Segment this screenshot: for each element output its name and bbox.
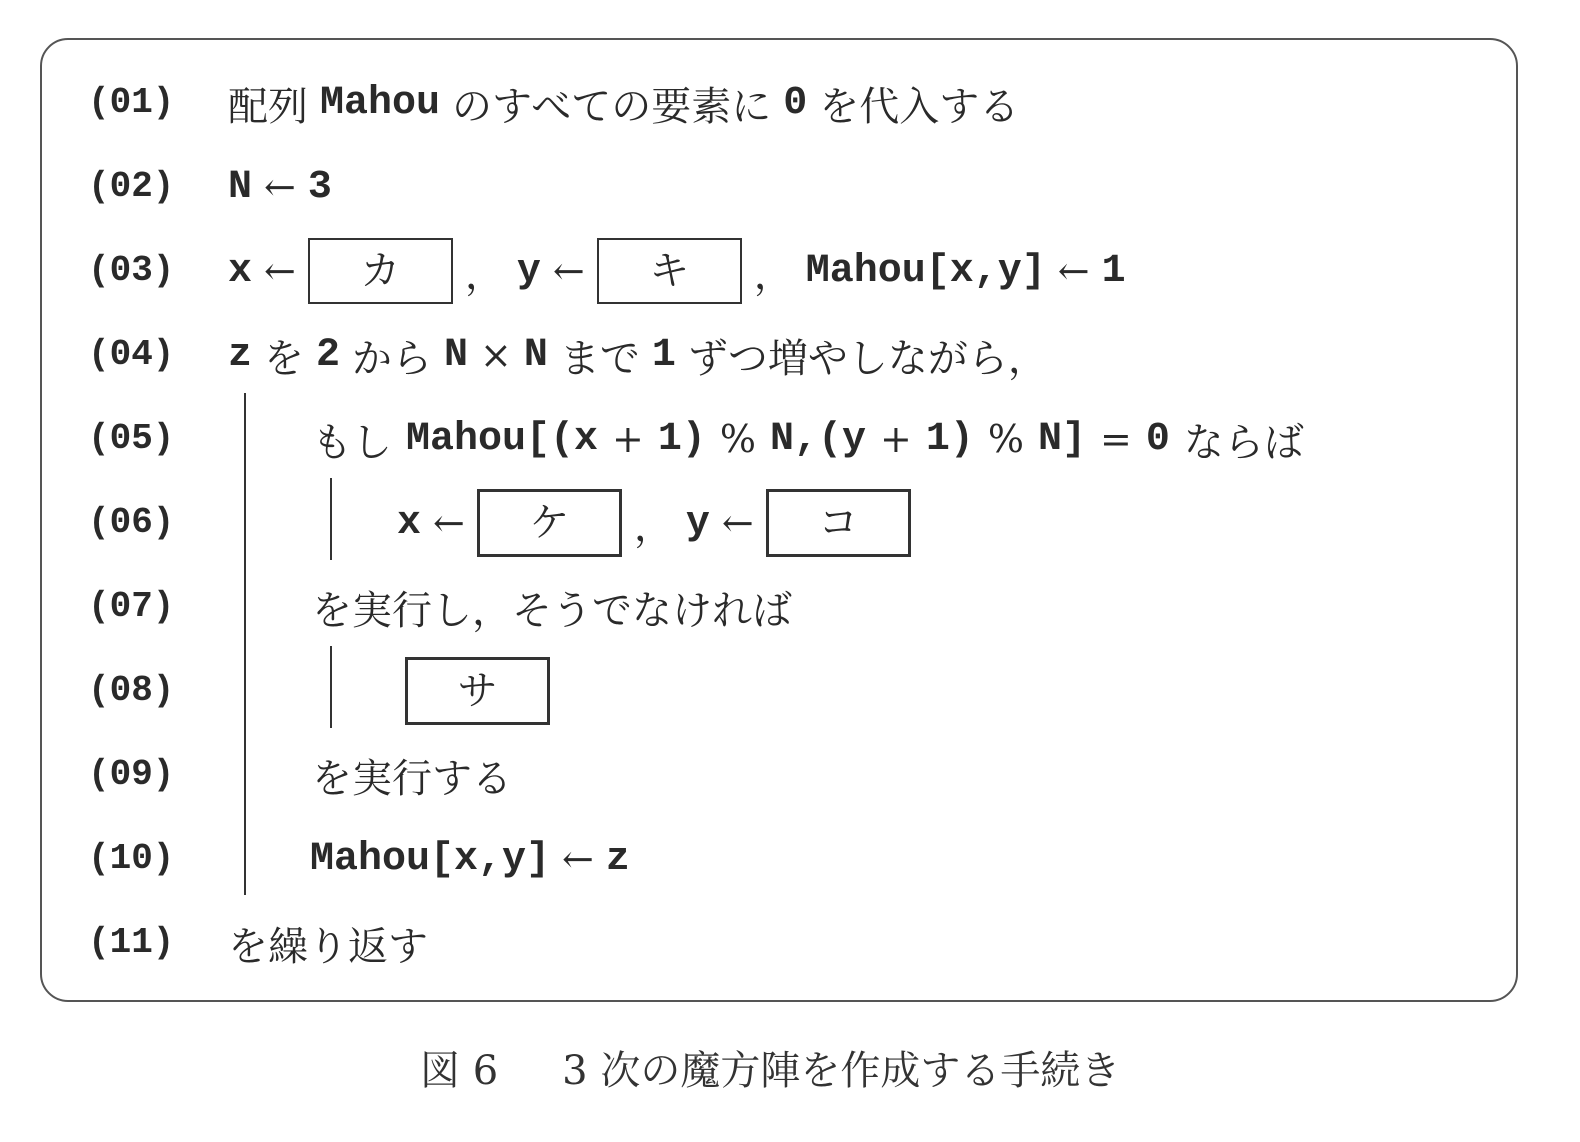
- line-number: (04): [88, 334, 175, 375]
- comma: ，: [753, 251, 794, 298]
- line-content: [228, 913, 428, 973]
- assign-arrow: ←: [433, 501, 465, 545]
- code-token: Mahou: [320, 80, 441, 126]
- code-token: 1: [651, 332, 676, 378]
- line-number: (11): [88, 922, 175, 963]
- answer-box-label: コ: [818, 500, 859, 546]
- answer-box-label: カ: [360, 248, 401, 294]
- code-token: z: [605, 836, 630, 882]
- line-content: [312, 577, 792, 637]
- assign-arrow: ←: [562, 837, 594, 881]
- code-token: z: [228, 332, 253, 378]
- code-token: 3: [307, 164, 332, 210]
- line-number: (05): [88, 418, 175, 459]
- assign-arrow: ←: [721, 501, 754, 545]
- multiply-sign: ×: [480, 333, 512, 377]
- line-03: [0, 241, 1580, 301]
- line-number: (10): [88, 838, 175, 879]
- line-number: (01): [88, 82, 175, 123]
- line-number: (09): [88, 754, 175, 795]
- figure-caption: [420, 1037, 1120, 1097]
- code-token: y: [516, 248, 541, 294]
- japanese-text: を代入する: [819, 83, 1020, 130]
- line-08: [0, 661, 1580, 721]
- code-token: x: [397, 500, 422, 546]
- japanese-text: を実行し，そうでなければ: [312, 587, 792, 634]
- line-05: [0, 409, 1580, 469]
- line-content: [228, 325, 1048, 385]
- code-token: N: [444, 332, 469, 378]
- line-number: (03): [88, 250, 175, 291]
- figure-title: 3 次の魔方陣を作成する手続き: [562, 1047, 1121, 1094]
- line-number: (08): [88, 670, 175, 711]
- line-01: [0, 73, 1580, 133]
- japanese-text: 配列: [228, 83, 308, 130]
- comma: ，: [464, 251, 505, 298]
- line-04: [0, 325, 1580, 385]
- line-number: (06): [88, 502, 175, 543]
- line-09: [0, 745, 1580, 805]
- answer-box-ka: [308, 238, 453, 304]
- line-content: [228, 157, 332, 217]
- assign-arrow: ←: [264, 165, 296, 209]
- code-token: 2: [316, 332, 341, 378]
- assign-arrow: ←: [1057, 249, 1090, 293]
- modulo-sign: %: [719, 417, 756, 461]
- answer-box-label: サ: [457, 668, 498, 714]
- code-token: Mahou[x,y]: [805, 248, 1046, 294]
- code-token: N]: [1037, 416, 1086, 462]
- line-02: [0, 157, 1580, 217]
- japanese-text: まで: [559, 335, 640, 382]
- japanese-text: を: [264, 335, 305, 382]
- answer-box-label: ケ: [529, 500, 570, 546]
- line-content: [397, 493, 911, 553]
- line-number: (02): [88, 166, 175, 207]
- japanese-text: から: [352, 335, 433, 382]
- answer-box-ko: [766, 489, 911, 557]
- code-token: N: [228, 164, 253, 210]
- code-token: N: [523, 332, 548, 378]
- line-10: [0, 829, 1580, 889]
- answer-box-sa: [405, 657, 550, 725]
- japanese-text: ならば: [1183, 419, 1304, 466]
- code-token: 1): [657, 416, 706, 462]
- line-content: [312, 409, 1304, 469]
- line-content: [405, 661, 550, 721]
- code-token: N,(y: [770, 416, 867, 462]
- code-token: 0: [1145, 416, 1170, 462]
- answer-box-ki: [597, 238, 742, 304]
- japanese-text: を実行する: [312, 755, 512, 802]
- code-token: x: [228, 248, 253, 294]
- code-token: 0: [783, 80, 808, 126]
- line-content: [310, 829, 630, 889]
- assign-arrow: ←: [552, 249, 585, 293]
- line-06: [0, 493, 1580, 553]
- plus-sign: +: [612, 417, 644, 461]
- line-content: [312, 745, 512, 805]
- figure-label: 図 6: [420, 1047, 499, 1094]
- code-token: Mahou[x,y]: [310, 836, 551, 882]
- line-content: [228, 241, 1126, 301]
- japanese-text: のすべての要素に: [452, 83, 772, 130]
- code-token: 1: [1101, 248, 1126, 294]
- code-token: 1): [925, 416, 974, 462]
- code-token: Mahou[(x: [406, 416, 599, 462]
- line-07: [0, 577, 1580, 637]
- code-token: y: [685, 500, 710, 546]
- japanese-text: ずつ増やしながら，: [687, 335, 1048, 382]
- modulo-sign: %: [987, 417, 1024, 461]
- line-number: (07): [88, 586, 175, 627]
- comma: ，: [633, 503, 674, 550]
- japanese-text: を繰り返す: [228, 923, 428, 970]
- answer-box-label: キ: [649, 248, 690, 294]
- line-content: [228, 73, 1019, 133]
- japanese-text: もし: [312, 419, 392, 466]
- assign-arrow: ←: [264, 249, 296, 293]
- line-11: [0, 913, 1580, 973]
- answer-box-ke: [477, 489, 622, 557]
- equals-sign: =: [1100, 417, 1132, 461]
- plus-sign: +: [880, 417, 912, 461]
